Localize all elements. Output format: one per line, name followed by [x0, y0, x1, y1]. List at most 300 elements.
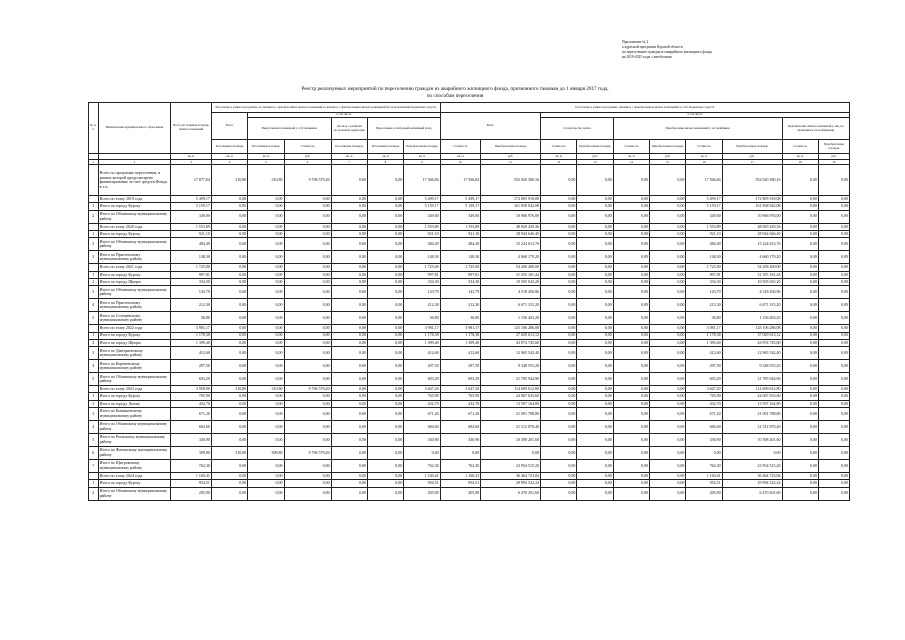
- value-cell: 0,00: [541, 271, 577, 278]
- value-cell: 0,00: [541, 487, 577, 500]
- value-cell: 6 671 315,20: [722, 299, 782, 312]
- value-cell: 334,30: [440, 278, 481, 285]
- value-cell: 0,00: [577, 447, 613, 460]
- value-cell: 0,00: [211, 434, 247, 447]
- table-row: [89, 487, 850, 500]
- value-cell: 0,00: [284, 332, 331, 339]
- value-cell: 13 597 164,80: [722, 400, 782, 407]
- value-cell: 349,00: [171, 210, 212, 223]
- value-cell: 0,00: [782, 251, 818, 264]
- value-cell: 0,00: [211, 299, 247, 312]
- row-municipality-name: Итого по Кореневскому муниципальному району: [98, 360, 171, 373]
- header-area-total: Всего расселяемая площадь жилых помещений: [171, 103, 212, 154]
- value-cell: 0,00: [818, 473, 849, 480]
- value-cell: 0,00: [541, 447, 577, 460]
- value-cell: 684,60: [686, 421, 722, 434]
- value-cell: 0,00: [541, 196, 577, 203]
- value-cell: 0,00: [613, 473, 649, 480]
- row-number: 2: [89, 210, 99, 223]
- column-number-cell: 15: [650, 159, 686, 165]
- value-cell: 0,00: [331, 325, 367, 332]
- value-cell: 29 994 522,24: [722, 480, 782, 487]
- value-cell: 9 348 555,20: [722, 360, 782, 373]
- value-cell: 24 067 633,60: [722, 393, 782, 400]
- value-cell: 3 981,17: [171, 325, 212, 332]
- appendix-line: к адресной программе Курской области: [622, 45, 683, 49]
- value-cell: 0,00: [211, 480, 247, 487]
- value-cell: 212,30: [404, 299, 440, 312]
- value-cell: 0,00: [650, 196, 686, 203]
- value-cell: 0,00: [577, 473, 613, 480]
- value-cell: 21 785 944,96: [481, 373, 541, 386]
- row-number: 2: [89, 400, 99, 407]
- column-number-cell: 12: [541, 159, 577, 165]
- row-number: [89, 386, 99, 393]
- value-cell: 1 725,00: [404, 264, 440, 271]
- value-cell: 0,00: [331, 434, 367, 447]
- row-municipality-name: Итого по Обоянскому муниципальному району: [98, 421, 171, 434]
- header-a-free: Переселение в свободный жилищный фонд: [367, 118, 440, 140]
- value-cell: 1 399,40: [404, 339, 440, 346]
- value-cell: 0,00: [650, 278, 686, 285]
- value-cell: 1 160,41: [440, 473, 481, 480]
- value-cell: 205,90: [686, 487, 722, 500]
- value-cell: 0,00: [613, 286, 649, 299]
- value-cell: 4 660 179,20: [481, 251, 541, 264]
- value-cell: 297,50: [686, 360, 722, 373]
- value-cell: 0,00: [818, 421, 849, 434]
- value-cell: 0,00: [284, 393, 331, 400]
- value-cell: 0,00: [613, 339, 649, 346]
- row-number: 1: [89, 271, 99, 278]
- value-cell: 0,00: [284, 264, 331, 271]
- table-row: [89, 408, 850, 421]
- value-cell: 0,00: [686, 447, 722, 460]
- value-cell: 0,00: [650, 325, 686, 332]
- value-cell: 693,29: [171, 373, 212, 386]
- value-cell: 0,00: [577, 203, 613, 210]
- value-cell: 484,49: [404, 238, 440, 251]
- table-header: [89, 103, 850, 154]
- value-cell: 0,00: [331, 312, 367, 325]
- table-row: [89, 223, 850, 230]
- value-cell: 0,00: [248, 480, 284, 487]
- value-cell: 1 178,38: [686, 332, 722, 339]
- value-cell: 0,00: [782, 480, 818, 487]
- value-cell: 0,00: [577, 393, 613, 400]
- value-cell: 0,00: [650, 231, 686, 238]
- row-municipality-name: Итого по Пристенскому муниципальному району: [98, 251, 171, 264]
- value-cell: 684,60: [404, 421, 440, 434]
- value-cell: 0,00: [284, 231, 331, 238]
- header-b-purchase: Приобретение жилых помещений у застройщиков: [613, 118, 782, 140]
- value-cell: 765,90: [171, 393, 212, 400]
- header-b-construction: Строительство домов: [541, 118, 614, 140]
- header-acquired-area: Приобретаемая площадь: [404, 140, 440, 154]
- value-cell: 0,00: [367, 231, 403, 238]
- row-number: 3: [89, 286, 99, 299]
- value-cell: 10 398 201,60: [722, 434, 782, 447]
- value-cell: 0,00: [577, 373, 613, 386]
- value-cell: 0,00: [248, 473, 284, 480]
- value-cell: 0,00: [541, 460, 577, 473]
- value-cell: 0,00: [248, 421, 284, 434]
- value-cell: 1 178,38: [440, 332, 481, 339]
- value-cell: 412,60: [440, 347, 481, 360]
- row-number: [89, 473, 99, 480]
- value-cell: 0,00: [650, 386, 686, 393]
- header-acquired-area: Приобретаемая площадь: [722, 140, 782, 154]
- value-cell: 0,00: [541, 165, 577, 196]
- value-cell: 0,00: [818, 480, 849, 487]
- table-row: [89, 386, 850, 393]
- value-cell: 0,00: [211, 473, 247, 480]
- header-cost: Стоимость: [541, 140, 577, 154]
- value-cell: 954,51: [404, 480, 440, 487]
- value-cell: 0,00: [367, 332, 403, 339]
- value-cell: 1 553,89: [404, 223, 440, 230]
- value-cell: 0,00: [613, 400, 649, 407]
- value-cell: 765,90: [404, 393, 440, 400]
- value-cell: 0,00: [782, 421, 818, 434]
- value-cell: 0,00: [818, 332, 849, 339]
- value-cell: 0,00: [782, 373, 818, 386]
- row-municipality-name: Итого по городу Щигры: [98, 278, 171, 285]
- value-cell: 0,00: [782, 487, 818, 500]
- value-cell: 0,00: [577, 480, 613, 487]
- value-cell: 0,00: [248, 271, 284, 278]
- unit-cell: руб.: [284, 154, 331, 160]
- value-cell: 0,00: [577, 271, 613, 278]
- column-number-cell: 19: [818, 159, 849, 165]
- value-cell: 0,00: [284, 251, 331, 264]
- row-municipality-name: Итого по Обоянскому муниципальному району: [98, 286, 171, 299]
- value-cell: 0,00: [613, 238, 649, 251]
- value-cell: 43 974 745,60: [722, 339, 782, 346]
- value-cell: 0,00: [577, 312, 613, 325]
- value-cell: 9 348 555,20: [481, 360, 541, 373]
- value-cell: 0,00: [782, 271, 818, 278]
- value-cell: 954,51: [171, 480, 212, 487]
- value-cell: 1 553,89: [440, 223, 481, 230]
- table-row: [89, 480, 850, 487]
- value-cell: 921,10: [686, 231, 722, 238]
- value-cell: 0,00: [650, 223, 686, 230]
- value-cell: 1 160,41: [404, 473, 440, 480]
- value-cell: 17 877,64: [171, 165, 212, 196]
- value-cell: 0,00: [367, 480, 403, 487]
- value-cell: 0,00: [211, 487, 247, 500]
- header-area: Расселяемая площадь: [248, 140, 284, 154]
- value-cell: 0,00: [211, 231, 247, 238]
- row-number: 3: [89, 347, 99, 360]
- value-cell: 0,00: [284, 271, 331, 278]
- value-cell: 23 954 515,20: [722, 460, 782, 473]
- value-cell: 0,00: [818, 312, 849, 325]
- column-number-cell: 2: [98, 159, 171, 165]
- row-municipality-name: Итого по Обоянскому муниципальному району: [98, 373, 171, 386]
- value-cell: 0,00: [331, 271, 367, 278]
- value-cell: 0,00: [248, 223, 284, 230]
- row-number: 3: [89, 408, 99, 421]
- value-cell: 0,00: [284, 223, 331, 230]
- row-municipality-name: Итого по Конышевскому муниципальному району: [98, 408, 171, 421]
- appendix-line: Приложение № 2: [622, 40, 649, 44]
- value-cell: 0,00: [818, 264, 849, 271]
- row-municipality-name: Итого по Щигровскому муниципальному району: [98, 460, 171, 473]
- table-row: [89, 251, 850, 264]
- header-cost: Стоимость: [782, 140, 818, 154]
- value-cell: 0,00: [818, 210, 849, 223]
- value-cell: 0,00: [331, 203, 367, 210]
- value-cell: 0,00: [613, 434, 649, 447]
- value-cell: 0,00: [248, 312, 284, 325]
- value-cell: 0,00: [541, 400, 577, 407]
- row-municipality-name: Итого по Солнцевскому муниципальному району: [98, 312, 171, 325]
- value-cell: 762,30: [440, 460, 481, 473]
- value-cell: 17 566,84: [440, 165, 481, 196]
- row-municipality-name: Итого по Фатежскому муниципальному району: [98, 447, 171, 460]
- row-number: 5: [89, 434, 99, 447]
- value-cell: 0,00: [782, 165, 818, 196]
- value-cell: 0,00: [284, 373, 331, 386]
- value-cell: 1 178,38: [404, 332, 440, 339]
- value-cell: 1 399,40: [686, 339, 722, 346]
- value-cell: 0,00: [613, 210, 649, 223]
- table-row: [89, 299, 850, 312]
- table-row: [89, 203, 850, 210]
- value-cell: 0,00: [367, 393, 403, 400]
- value-cell: 0,00: [284, 278, 331, 285]
- value-cell: 0,00: [818, 271, 849, 278]
- value-cell: 0,00: [367, 487, 403, 500]
- value-cell: 0,00: [248, 278, 284, 285]
- value-cell: 671,20: [404, 408, 440, 421]
- value-cell: 349,00: [440, 210, 481, 223]
- table-row: [89, 447, 850, 460]
- value-cell: 0,00: [577, 408, 613, 421]
- value-cell: 0,00: [331, 286, 367, 299]
- value-cell: 0,00: [613, 264, 649, 271]
- value-cell: 0,00: [577, 196, 613, 203]
- value-cell: 0,00: [284, 400, 331, 407]
- table-row: [89, 434, 850, 447]
- header-b-total: Всего: [440, 113, 540, 140]
- value-cell: 0,00: [248, 393, 284, 400]
- document-title: [230, 86, 680, 99]
- value-cell: 297,50: [171, 360, 212, 373]
- value-cell: 1 156 403,20: [481, 312, 541, 325]
- value-cell: 0,00: [613, 393, 649, 400]
- row-number: [89, 264, 99, 271]
- value-cell: 0,00: [248, 360, 284, 373]
- value-cell: 0,00: [284, 196, 331, 203]
- value-cell: 0,00: [284, 286, 331, 299]
- value-cell: 0,00: [541, 421, 577, 434]
- value-cell: 0,00: [577, 347, 613, 360]
- value-cell: 36,80: [686, 312, 722, 325]
- value-cell: 0,00: [782, 393, 818, 400]
- value-cell: 0,00: [211, 360, 247, 373]
- value-cell: 310,80: [248, 165, 284, 196]
- column-number-cell: 16: [686, 159, 722, 165]
- column-number-cell: 5: [248, 159, 284, 165]
- column-number-cell: 18: [782, 159, 818, 165]
- value-cell: 5 159,17: [440, 203, 481, 210]
- table-row: [89, 231, 850, 238]
- value-cell: 0,00: [211, 238, 247, 251]
- header-acquired-area: Приобретаемая площадь: [577, 140, 613, 154]
- row-municipality-name: Итого по городу Льгову: [98, 400, 171, 407]
- value-cell: 0,00: [367, 373, 403, 386]
- value-cell: 0,00: [782, 312, 818, 325]
- value-cell: 349,00: [404, 210, 440, 223]
- column-number-cell: 10: [440, 159, 481, 165]
- value-cell: 9 706 579,20: [284, 447, 331, 460]
- value-cell: 921,10: [404, 231, 440, 238]
- value-cell: 0,00: [613, 360, 649, 373]
- value-cell: 148,30: [171, 251, 212, 264]
- value-cell: 0,00: [782, 210, 818, 223]
- value-cell: 1 725,00: [440, 264, 481, 271]
- value-cell: 28 944 646,40: [722, 231, 782, 238]
- table-row: [89, 400, 850, 407]
- value-cell: 0,00: [818, 231, 849, 238]
- value-cell: 212,30: [171, 299, 212, 312]
- value-cell: 0,00: [818, 286, 849, 299]
- value-cell: 0,00: [248, 286, 284, 299]
- value-cell: 36,80: [440, 312, 481, 325]
- value-cell: 330,90: [171, 434, 212, 447]
- value-cell: 309,80: [171, 447, 212, 460]
- value-cell: 0,00: [331, 447, 367, 460]
- header-in-that-number: в том числе: [248, 113, 440, 118]
- value-cell: 0,00: [367, 210, 403, 223]
- value-cell: 0,00: [818, 434, 849, 447]
- value-cell: 205,90: [404, 487, 440, 500]
- value-cell: 0,00: [440, 447, 481, 460]
- value-cell: 765,90: [440, 393, 481, 400]
- value-cell: 334,30: [686, 278, 722, 285]
- value-cell: 0,00: [782, 347, 818, 360]
- value-cell: 0,00: [331, 386, 367, 393]
- value-cell: 552 020 380,16: [481, 165, 541, 196]
- value-cell: 0,00: [367, 400, 403, 407]
- value-cell: 0,00: [541, 251, 577, 264]
- value-cell: 1 553,89: [171, 223, 212, 230]
- value-cell: 0,00: [782, 400, 818, 407]
- value-cell: 0,00: [650, 203, 686, 210]
- row-municipality-name: Всего по этапу 2021 года: [98, 264, 171, 271]
- value-cell: 0,00: [331, 196, 367, 203]
- row-municipality-name: Всего по этапу 2019 года: [98, 196, 171, 203]
- value-cell: 17 566,84: [686, 165, 722, 196]
- value-cell: 0,00: [782, 332, 818, 339]
- value-cell: 0,00: [613, 325, 649, 332]
- value-cell: 0,00: [650, 473, 686, 480]
- value-cell: 12 965 542,40: [722, 347, 782, 360]
- value-cell: 671,20: [686, 408, 722, 421]
- value-cell: 0,00: [782, 325, 818, 332]
- value-cell: 0,00: [211, 264, 247, 271]
- value-cell: 0,00: [367, 421, 403, 434]
- value-cell: 0,00: [818, 165, 849, 196]
- value-cell: 0,00: [650, 460, 686, 473]
- value-cell: 0,00: [284, 347, 331, 360]
- value-cell: 0,00: [650, 373, 686, 386]
- value-cell: 0,00: [331, 393, 367, 400]
- value-cell: 310,80: [211, 165, 247, 196]
- value-cell: 0,00: [782, 386, 818, 393]
- value-cell: 6 671 315,20: [481, 299, 541, 312]
- unit-cell: кв. м: [331, 154, 367, 160]
- value-cell: 0,00: [367, 325, 403, 332]
- value-cell: 484,49: [171, 238, 212, 251]
- value-cell: 0,00: [367, 473, 403, 480]
- value-cell: 0,00: [782, 460, 818, 473]
- value-cell: 0,00: [541, 286, 577, 299]
- row-municipality-name: Итого по городу Курску: [98, 393, 171, 400]
- value-cell: 0,00: [248, 460, 284, 473]
- value-cell: 0,00: [367, 203, 403, 210]
- unit-cell: кв. м: [613, 154, 649, 160]
- row-municipality-name: Итого по городу Курску: [98, 480, 171, 487]
- row-number: 2: [89, 278, 99, 285]
- value-cell: 21 091 788,80: [722, 408, 782, 421]
- value-cell: 0,00: [782, 223, 818, 230]
- value-cell: 1 725,00: [686, 264, 722, 271]
- value-cell: 36 464 723,84: [481, 473, 541, 480]
- value-cell: 0,00: [284, 210, 331, 223]
- value-cell: 0,00: [331, 408, 367, 421]
- column-number-cell: 17: [722, 159, 782, 165]
- appendix-line: по переселению граждан из аварийного жилищного фонда: [622, 50, 712, 54]
- value-cell: 0,00: [782, 434, 818, 447]
- value-cell: 0,00: [331, 264, 367, 271]
- value-cell: 0,00: [541, 325, 577, 332]
- value-cell: 0,00: [818, 347, 849, 360]
- column-number-cell: 9: [404, 159, 440, 165]
- header-acquired-area: Приобретаемая площадь: [481, 140, 541, 154]
- value-cell: 54 206 400,00: [481, 264, 541, 271]
- value-cell: 10 966 976,00: [722, 210, 782, 223]
- value-cell: 29 994 522,24: [481, 480, 541, 487]
- row-number: [89, 325, 99, 332]
- value-cell: 0,00: [541, 360, 577, 373]
- value-cell: 0,00: [818, 238, 849, 251]
- table-row: [89, 312, 850, 325]
- value-cell: 6 470 201,60: [722, 487, 782, 500]
- value-cell: 0,00: [541, 238, 577, 251]
- value-cell: 997,81: [171, 271, 212, 278]
- value-cell: 0,00: [577, 325, 613, 332]
- value-cell: 143,79: [404, 286, 440, 299]
- value-cell: 0,00: [331, 210, 367, 223]
- row-municipality-name: Итого по городу Щигры: [98, 339, 171, 346]
- value-cell: 0,00: [541, 393, 577, 400]
- value-cell: 15 224 613,76: [722, 238, 782, 251]
- value-cell: 0,00: [211, 347, 247, 360]
- unit-cell: кв. м: [782, 154, 818, 160]
- unit-cell: кв. м: [367, 154, 403, 160]
- row-number: 2: [89, 339, 99, 346]
- value-cell: 762,30: [404, 460, 440, 473]
- value-cell: 0,00: [577, 487, 613, 500]
- value-cell: 0,00: [650, 286, 686, 299]
- value-cell: 17 566,84: [404, 165, 440, 196]
- value-cell: 24 067 633,60: [481, 393, 541, 400]
- value-cell: 0,00: [577, 400, 613, 407]
